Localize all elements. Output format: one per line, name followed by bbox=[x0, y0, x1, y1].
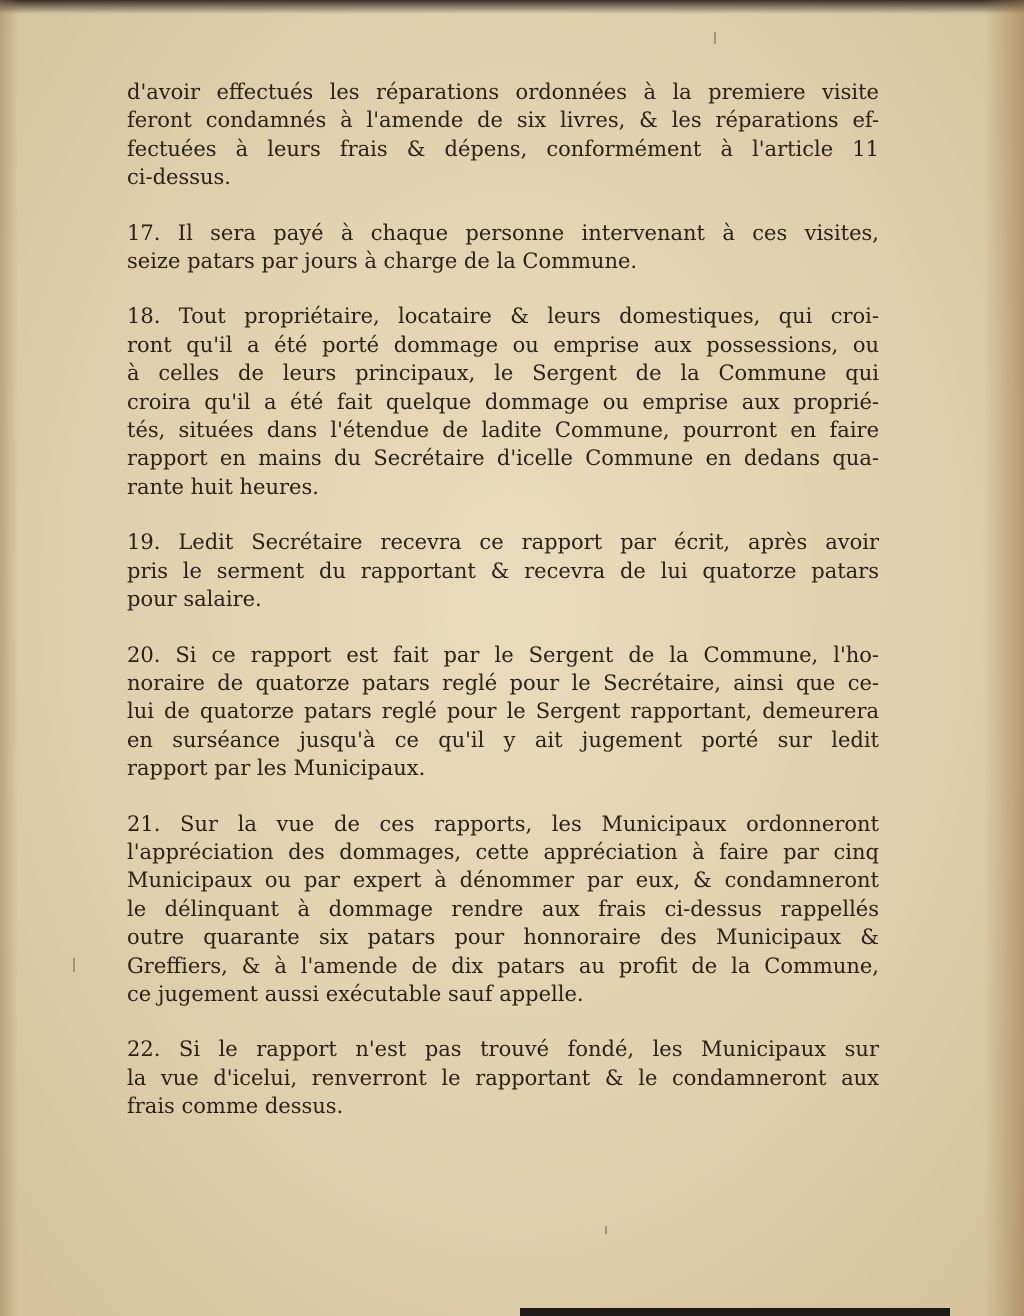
text-line: 22. Si le rapport n'est pas trouvé fondé, les Municipaux sur bbox=[127, 1037, 879, 1062]
text-line: ci-dessus. bbox=[127, 165, 231, 190]
text-line: rante huit heures. bbox=[127, 474, 319, 499]
page-left-edge bbox=[0, 0, 18, 1316]
text-line: rapport par les Municipaux. bbox=[127, 756, 426, 781]
paragraph-continuation bbox=[127, 78, 879, 192]
text-line: le délinquant à dommage rendre aux frais ci-dessus rappellés bbox=[127, 896, 879, 921]
text-line: à celles de leurs principaux, le Sergent de la Commune qui bbox=[127, 361, 879, 386]
article-22 bbox=[127, 1035, 879, 1120]
text-line: croira qu'il a été fait quelque dommage ou emprise aux proprié- bbox=[127, 389, 879, 414]
text-line: 19. Ledit Secrétaire recevra ce rapport par écrit, après avoir bbox=[127, 530, 879, 555]
article-20 bbox=[127, 641, 879, 783]
document-body bbox=[127, 78, 879, 1148]
text-line: l'appréciation des dommages, cette appréciation à faire par cinq bbox=[127, 839, 879, 864]
text-line: lui de quatorze patars reglé pour le Sergent rapportant, demeurera bbox=[127, 699, 879, 724]
text-line: noraire de quatorze patars reglé pour le Secrétaire, ainsi que ce- bbox=[127, 670, 879, 695]
paper-speck bbox=[605, 1226, 607, 1234]
text-line: rapport en mains du Secrétaire d'icelle Commune en dedans qua- bbox=[127, 446, 879, 471]
text-line: frais comme dessus. bbox=[127, 1094, 344, 1119]
text-line: Municipaux ou par expert à dénommer par eux, & condamneront bbox=[127, 868, 879, 893]
article-19 bbox=[127, 528, 879, 613]
article-17 bbox=[127, 219, 879, 276]
text-line: 20. Si ce rapport est fait par le Sergent de la Commune, l'ho- bbox=[127, 642, 879, 667]
text-line: 18. Tout propriétaire, locataire & leurs domestiques, qui croi- bbox=[127, 304, 879, 329]
text-line: pris le serment du rapportant & recevra de lui quatorze patars bbox=[127, 558, 879, 583]
paper-speck bbox=[714, 32, 716, 44]
text-line: ront qu'il a été porté dommage ou emprise aux possessions, ou bbox=[127, 332, 879, 357]
text-line: pour salaire. bbox=[127, 587, 262, 612]
text-line: 17. Il sera payé à chaque personne intervenant à ces visites, bbox=[127, 220, 879, 245]
page-bottom-bar bbox=[520, 1308, 950, 1316]
text-line: tés, situées dans l'étendue de ladite Commune, pourront en faire bbox=[127, 418, 879, 443]
text-line: seize patars par jours à charge de la Commune. bbox=[127, 249, 638, 274]
text-line: outre quarante six patars pour honnoraire des Municipaux & bbox=[127, 925, 879, 950]
text-line: d'avoir effectués les réparations ordonnées à la premiere visite bbox=[127, 80, 879, 104]
text-line: 21. Sur la vue de ces rapports, les Municipaux ordonneront bbox=[127, 811, 879, 836]
article-18 bbox=[127, 302, 879, 501]
page-right-edge bbox=[984, 0, 1024, 1316]
text-line: feront condamnés à l'amende de six livres, & les réparations ef- bbox=[127, 108, 879, 133]
page-top-shadow bbox=[0, 0, 1024, 14]
text-line: Greffiers, & à l'amende de dix patars au profit de la Commune, bbox=[127, 953, 879, 978]
text-line: ce jugement aussi exécutable sauf appelle. bbox=[127, 981, 584, 1006]
text-line: la vue d'icelui, renverront le rapportant & le condamneront aux bbox=[127, 1065, 879, 1090]
paper-speck bbox=[73, 958, 75, 972]
text-line: fectuées à leurs frais & dépens, conformément à l'article 11 bbox=[127, 136, 879, 161]
text-line: en surséance jusqu'à ce qu'il y ait jugement porté sur ledit bbox=[127, 727, 879, 752]
article-21 bbox=[127, 810, 879, 1009]
